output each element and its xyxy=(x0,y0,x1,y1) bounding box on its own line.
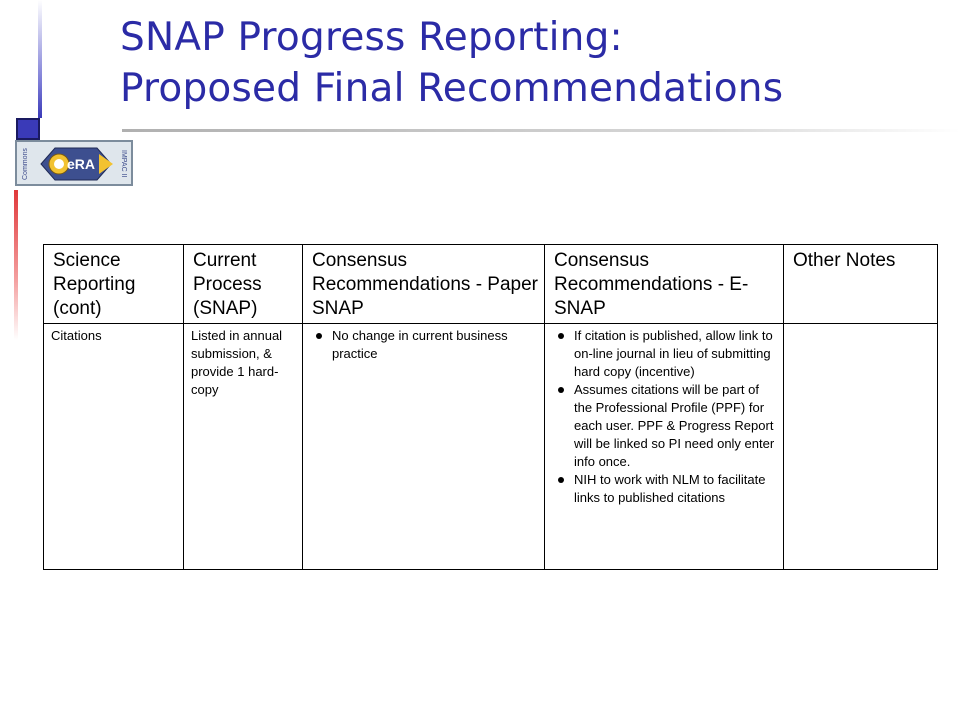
decorative-vertical-bar xyxy=(38,0,42,118)
list-item: If citation is published, allow link to on-line journal in lieu of submitting hard copy (incentive) xyxy=(552,327,777,381)
slide-title-line-2: Proposed Final Recommendations xyxy=(120,66,784,111)
header-other-notes: Other Notes xyxy=(784,245,938,324)
e-snap-list xyxy=(552,327,777,507)
era-logo-emblem xyxy=(33,144,119,184)
slide-title xyxy=(120,12,783,114)
header-science-reporting: Science Reporting (cont) xyxy=(44,245,184,324)
cell-paper-snap xyxy=(303,324,545,570)
cell-current-process: Listed in annual submission, & provide 1 hard-copy xyxy=(184,324,303,570)
header-current-process: Current Process (SNAP) xyxy=(184,245,303,324)
cell-other-notes xyxy=(784,324,938,570)
table-row xyxy=(44,324,938,570)
logo-era-text: eRA xyxy=(66,156,96,172)
header-e-snap: Consensus Recommendations - E-SNAP xyxy=(545,245,784,324)
era-logo xyxy=(15,140,133,186)
decorative-red-bar xyxy=(14,190,18,340)
header-paper-snap: Consensus Recommendations - Paper SNAP xyxy=(303,245,545,324)
cell-e-snap xyxy=(545,324,784,570)
list-item: Assumes citations will be part of the Professional Profile (PPF) for each user. PPF & Progress Report will be linked so PI need only enter info once. xyxy=(552,381,777,471)
cell-topic: Citations xyxy=(44,324,184,570)
decorative-blue-square xyxy=(16,118,40,140)
table-header-row xyxy=(44,245,938,324)
logo-commons-text: Commons xyxy=(22,148,29,180)
list-item: NIH to work with NLM to facilitate links to published citations xyxy=(552,471,777,507)
list-item: No change in current business practice xyxy=(310,327,538,363)
title-underline-rule xyxy=(122,129,960,132)
slide-title-line-1: SNAP Progress Reporting: xyxy=(120,15,623,60)
paper-snap-list xyxy=(310,327,538,363)
recommendations-table xyxy=(43,244,938,570)
logo-impac-text: IMPAC II xyxy=(120,150,127,178)
